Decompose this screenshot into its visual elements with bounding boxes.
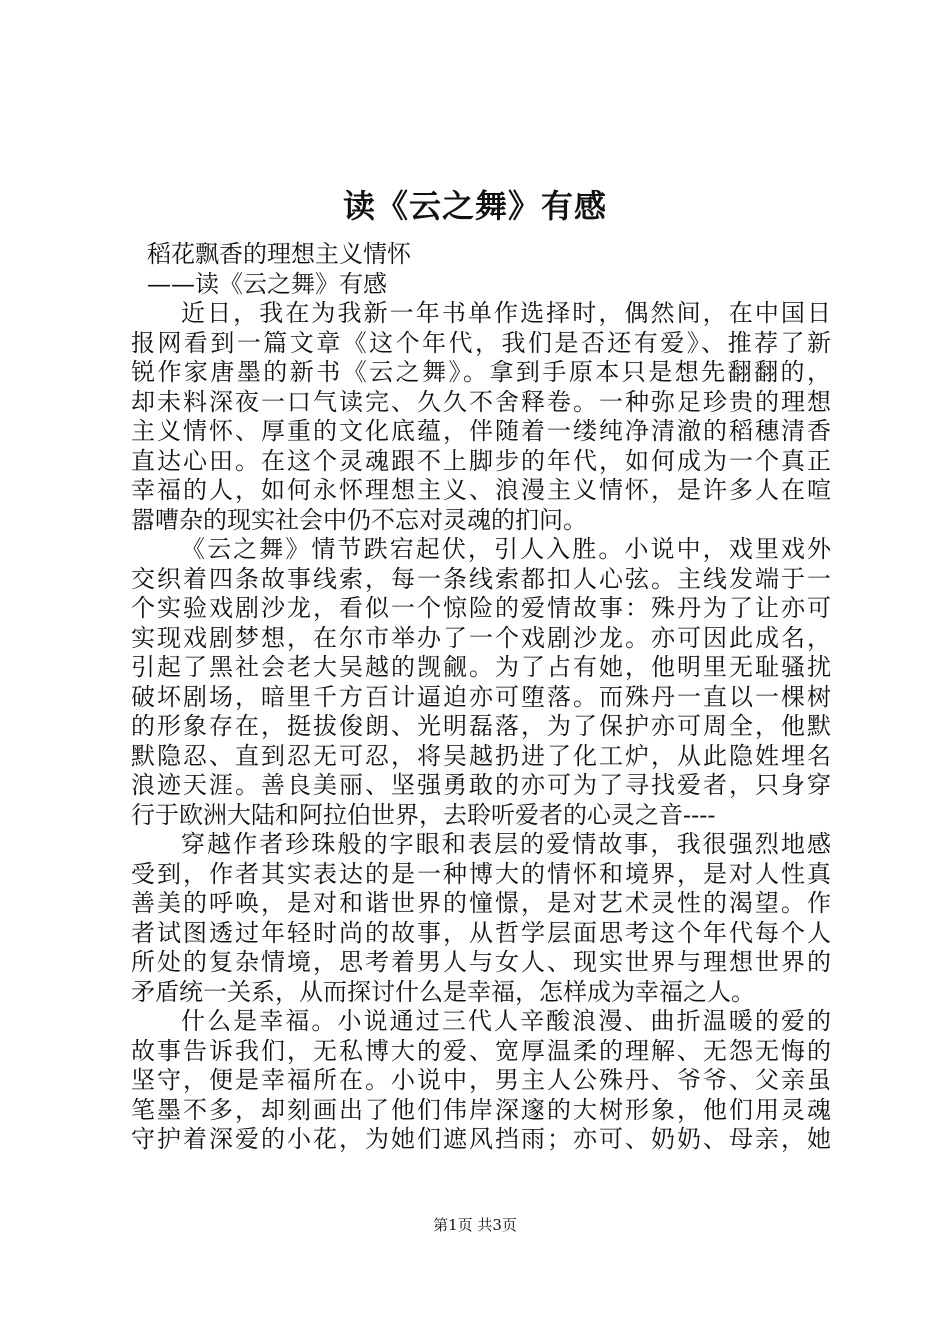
paragraph-1-line: 锐作家唐墨的新书《云之舞》。拿到手原本只是想先翻翻的， <box>131 358 831 386</box>
paragraph-2-line: 浪迹天涯。善良美丽、坚强勇敢的亦可为了寻找爱者，只身穿 <box>131 771 831 799</box>
subtitle: 稻花飘香的理想主义情怀 <box>147 240 411 268</box>
paragraph-1-line: 幸福的人，如何永怀理想主义、浪漫主义情怀，是许多人在喧 <box>131 476 831 504</box>
paragraph-3-line: 者试图透过年轻时尚的故事，从哲学层面思考这个年代每个人 <box>131 918 831 947</box>
paragraph-2-line: 《云之舞》情节跌宕起伏，引人入胜。小说中，戏里戏外 <box>181 535 831 563</box>
paragraph-4-line: 守护着深爱的小花，为她们遮风挡雨；亦可、奶奶、母亲，她 <box>131 1125 831 1153</box>
paragraph-1-line: 报网看到一篇文章《这个年代，我们是否还有爱》、推荐了新 <box>131 328 831 357</box>
paragraph-2-line: 交织着四条故事线索，每一条线索都扣人心弦。主线发端于一 <box>131 564 831 593</box>
paragraph-2-line: 实现戏剧梦想，在尔市举办了一个戏剧沙龙。亦可因此成名， <box>131 623 831 652</box>
paragraph-2-line: 行于欧洲大陆和阿拉伯世界，去聆听爱者的心灵之音---- <box>131 800 716 829</box>
paragraph-2-line: 默隐忍、直到忍无可忍，将吴越扔进了化工炉，从此隐姓埋名 <box>131 741 831 770</box>
paragraph-4-line: 故事告诉我们，无私博大的爱、宽厚温柔的理解、无怨无悔的 <box>131 1036 831 1065</box>
paragraph-3-line: 穿越作者珍珠般的字眼和表层的爱情故事，我很强烈地感 <box>181 830 831 858</box>
paragraph-1-line: 却未料深夜一口气读完、久久不舍释卷。一种弥足珍贵的理想 <box>131 387 831 416</box>
paragraph-2-line: 引起了黑社会老大吴越的觊觎。为了占有她，他明里无耻骚扰 <box>131 653 831 681</box>
paragraph-4-line: 笔墨不多，却刻画出了他们伟岸深邃的大树形象，他们用灵魂 <box>131 1095 831 1124</box>
paragraph-3-line: 矛盾统一关系，从而探讨什么是幸福，怎样成为幸福之人。 <box>131 977 755 1006</box>
paragraph-4-line: 什么是幸福。小说通过三代人辛酸浪漫、曲折温暖的爱的 <box>181 1007 831 1035</box>
paragraph-2-line: 个实验戏剧沙龙，看似一个惊险的爱情故事：殊丹为了让亦可 <box>131 594 831 622</box>
document-body <box>131 240 831 1155</box>
paragraph-3-line: 受到，作者其实表达的是一种博大的情怀和境界，是对人性真 <box>131 859 831 888</box>
page-number-footer: 第1页 共3页 <box>433 1216 517 1234</box>
paragraph-1-line: 主义情怀、厚重的文化底蕴，伴随着一缕纯净清澈的稻穗清香 <box>131 417 831 445</box>
paragraph-4-line: 坚守，便是幸福所在。小说中，男主人公殊丹、爷爷、父亲虽 <box>131 1066 831 1094</box>
paragraph-2-line: 破坏剧场，暗里千方百计逼迫亦可堕落。而殊丹一直以一棵树 <box>131 682 831 711</box>
paragraph-1-line: 近日，我在为我新一年书单作选择时，偶然间，在中国日 <box>181 299 831 327</box>
paragraph-1-line: 嚣嘈杂的现实社会中仍不忘对灵魂的扪问。 <box>131 505 587 534</box>
document-title: 读《云之舞》有感 <box>342 187 607 225</box>
paragraph-3-line: 所处的复杂情境，思考着男人与女人、现实世界与理想世界的 <box>131 948 831 976</box>
paragraph-1-line: 直达心田。在这个灵魂跟不上脚步的年代，如何成为一个真正 <box>131 446 831 475</box>
subtitle-byline: ——读《云之舞》有感 <box>147 269 387 298</box>
paragraph-2-line: 的形象存在，挺拔俊朗、光明磊落，为了保护亦可周全，他默 <box>131 712 831 740</box>
paragraph-3-line: 善美的呼唤，是对和谐世界的憧憬，是对艺术灵性的渴望。作 <box>131 889 831 917</box>
